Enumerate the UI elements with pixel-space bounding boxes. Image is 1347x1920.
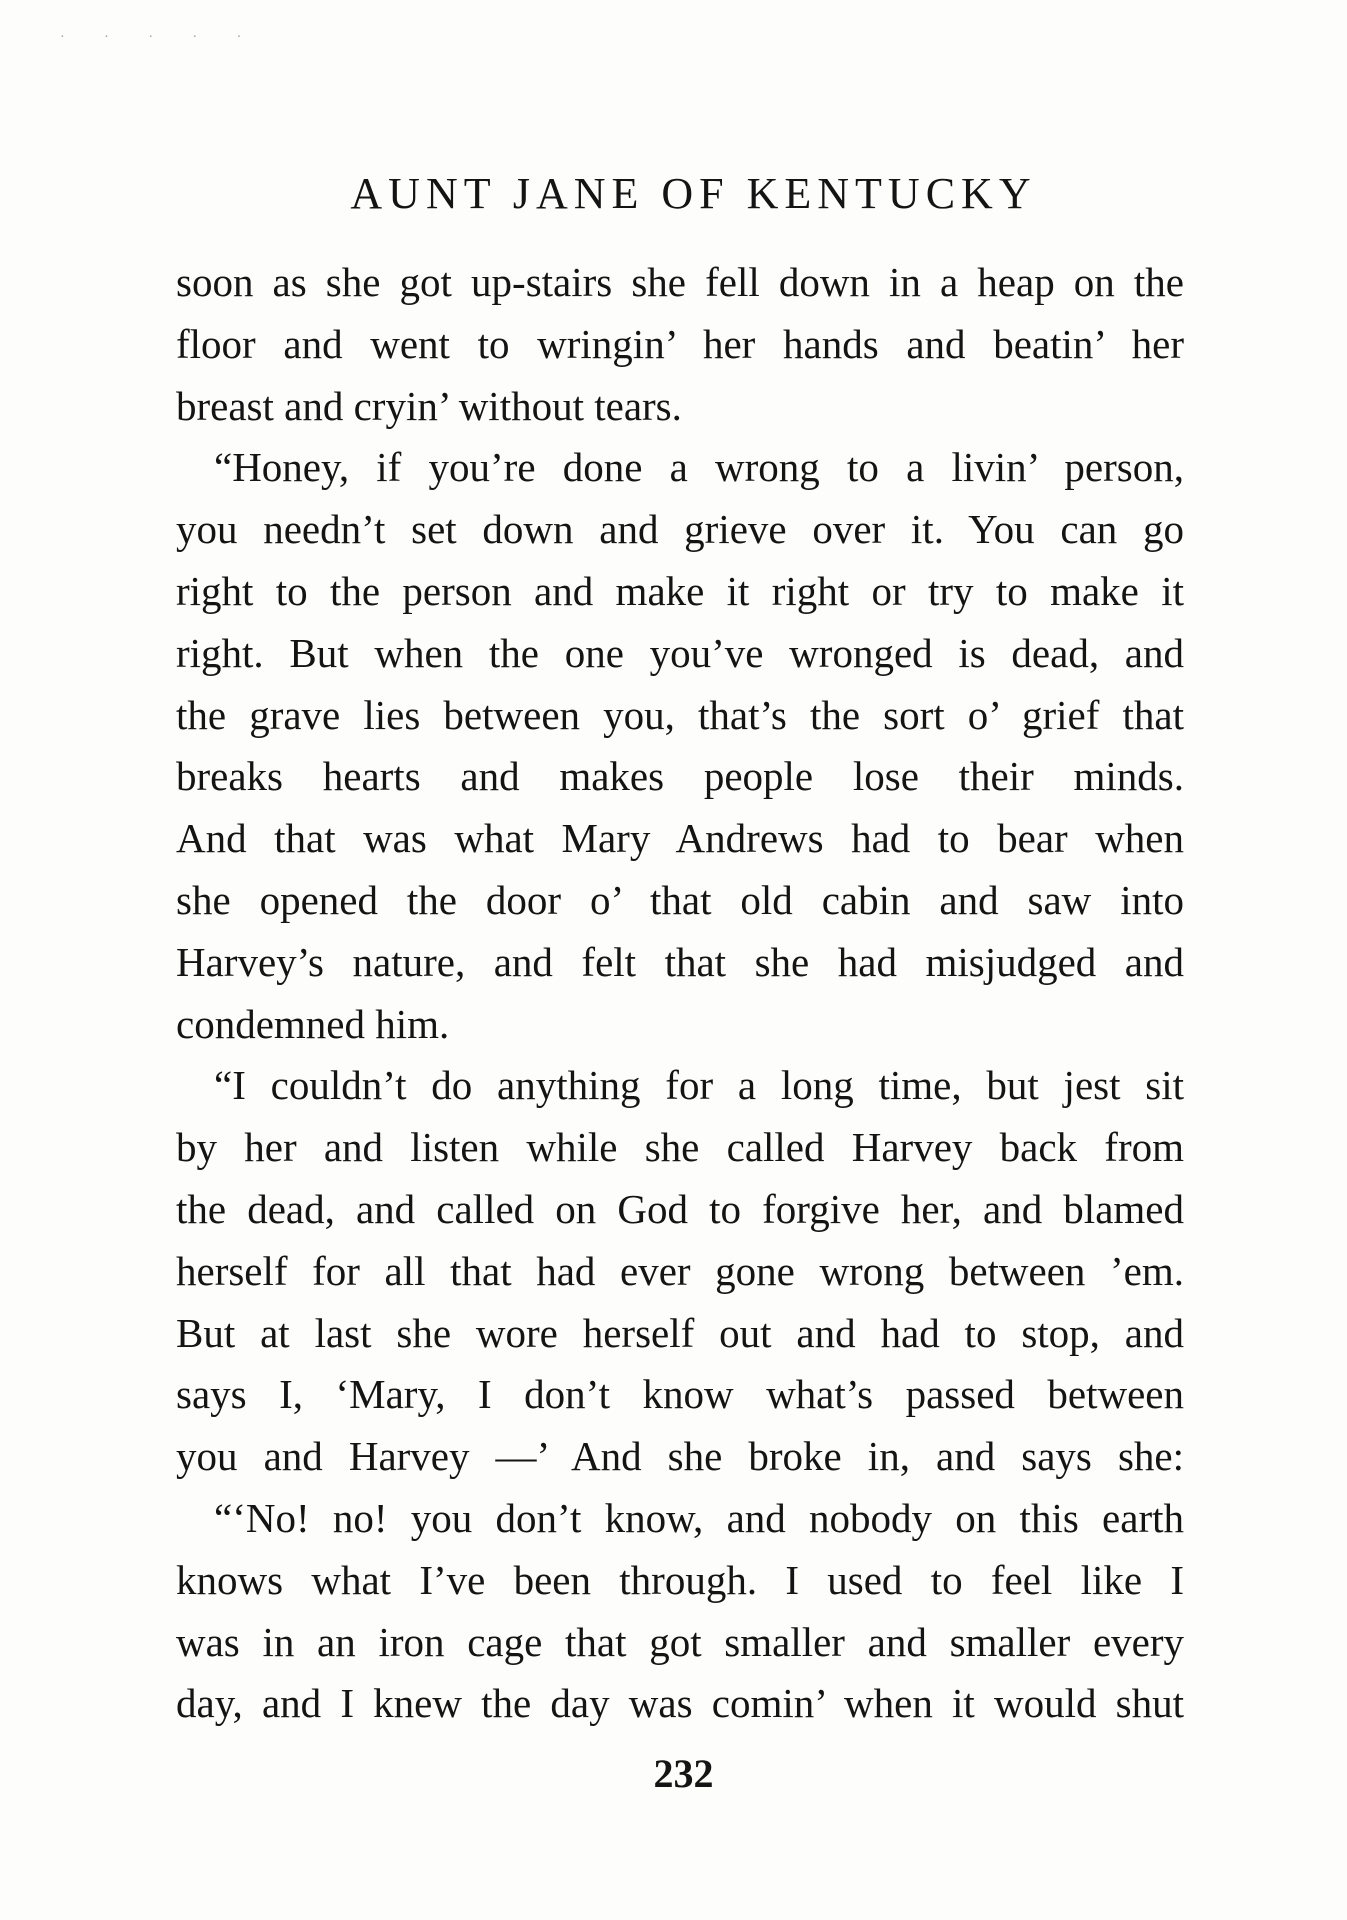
- text-line: “‘No! no! you don’t know, and nobody on this earth: [214, 1494, 1184, 1541]
- text-line: says I, ‘Mary, I don’t know what’s passed between: [176, 1371, 1184, 1418]
- text-line: by her and listen while she called Harvey back from: [176, 1124, 1184, 1171]
- text-line: right. But when the one you’ve wronged is dead, and: [176, 629, 1184, 676]
- text-line: And that was what Mary Andrews had to bear when: [176, 815, 1184, 862]
- text-line: day, and I knew the day was comin’ when it would shut: [176, 1680, 1184, 1727]
- text-line: knows what I’ve been through. I used to feel like I: [176, 1556, 1184, 1603]
- text-line: floor and went to wringin’ her hands and beatin’ her: [176, 320, 1184, 367]
- scan-specks: · · · · ·: [60, 30, 260, 45]
- text-line: you needn’t set down and grieve over it. You can go: [176, 506, 1184, 553]
- running-head: AUNT JANE OF KENTUCKY: [350, 169, 1037, 218]
- page-number: 232: [653, 1751, 714, 1796]
- text-line: soon as she got up-stairs she fell down in a heap on the: [176, 259, 1184, 305]
- text-line: you and Harvey —’ And she broke in, and says she:: [176, 1433, 1184, 1480]
- text-line: the grave lies between you, that’s the sort o’ grief that: [176, 691, 1184, 738]
- body-text: [176, 252, 1184, 1735]
- text-line: But at last she wore herself out and had to stop, and: [176, 1309, 1184, 1356]
- text-line: breaks hearts and makes people lose their minds.: [176, 753, 1184, 800]
- text-line: breast and cryin’ without tears.: [176, 382, 682, 429]
- text-line: herself for all that had ever gone wrong between ’em.: [176, 1247, 1184, 1294]
- text-line: “I couldn’t do anything for a long time, but jest sit: [214, 1062, 1184, 1109]
- text-line: “Honey, if you’re done a wrong to a livin’ person,: [214, 444, 1184, 491]
- text-line: was in an iron cage that got smaller and smaller every: [176, 1618, 1184, 1665]
- text-line: Harvey’s nature, and felt that she had misjudged and: [176, 938, 1184, 985]
- text-line: right to the person and make it right or try to make it: [176, 567, 1184, 614]
- text-line: the dead, and called on God to forgive her, and blamed: [176, 1185, 1184, 1232]
- text-line: she opened the door o’ that old cabin and saw into: [176, 876, 1184, 923]
- text-line: condemned him.: [176, 1000, 450, 1047]
